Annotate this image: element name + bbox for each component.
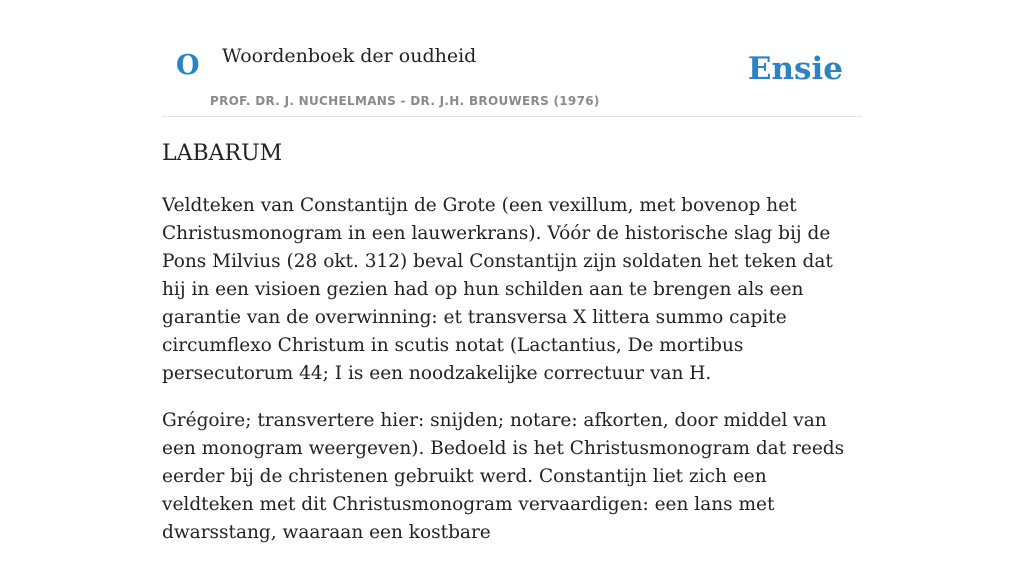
paragraph: Grégoire; transvertere hier: snijden; notare: afkorten, door middel van een monogram weergeven). Bedoeld is het Christusmonogram dat reeds eerder bij de christenen gebruikt werd. Constantijn liet zich een veldteken met dit Christusmonogram vervaardigen: een lans met dwarsstang, waaraan een kostbare [162, 410, 845, 543]
entry-title: LABARUM [162, 141, 283, 166]
content-column [162, 0, 862, 543]
brand-logo[interactable]: Ensie [747, 51, 843, 87]
index-letter[interactable]: O [176, 50, 200, 81]
header [162, 0, 862, 117]
book-title-link[interactable]: Woordenboek der oudheid [222, 45, 477, 67]
book-authors: PROF. DR. J. NUCHELMANS - DR. J.H. BROUWERS (1976) [210, 94, 600, 108]
paragraph: Veldteken van Constantijn de Grote (een vexillum, met bovenop het Christusmonogram in een lauwerkrans). Vóór de historische slag bij de Pons Milvius (28 okt. 312) beval Constantijn zijn soldaten het teken dat hij in een visioen gezien had op hun schilden aan te brengen als een garantie van de overwinning: et transversa X littera summo capite circumflexo Christum in scutis notat (Lactantius, De mortibus persecutorum 44; I is een noodzakelijke correctuur van H. [162, 195, 833, 384]
entry-body [162, 192, 862, 566]
